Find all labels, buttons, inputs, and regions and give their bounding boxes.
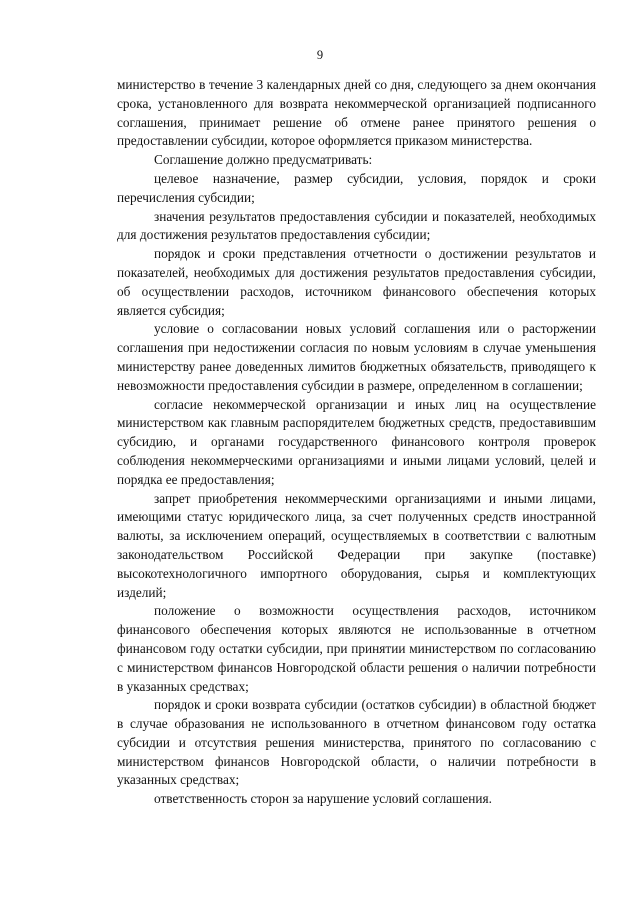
paragraph-item: значения результатов предоставления субсидии и показателей, необходимых для достижения результатов предоставления субсидии; bbox=[117, 208, 596, 243]
page-number: 9 bbox=[316, 48, 324, 62]
paragraph-item: целевое назначение, размер субсидии, условия, порядок и сроки перечисления субсидии; bbox=[117, 170, 596, 205]
paragraph-item: порядок и сроки представления отчетности о достижении результатов и показателей, необходимых для достижения результатов предоставления субсидии, об осуществлении расходов, источником финансового обеспечения которых является субсидия; bbox=[117, 246, 596, 318]
paragraph-item: порядок и сроки возврата субсидии (остатков субсидии) в областной бюджет в случае образования не использованного в отчетном финансовом году остатка субсидии и отсутствия решения министерства, принятого по согласованию с министерством финансов Новгородской области, о наличии потребности в указанных средствах; bbox=[117, 697, 596, 788]
paragraph-item: согласие некоммерческой организации и иных лиц на осуществление министерством как главным распорядителем бюджетных средств, предоставившим субсидию, и органами государственного финансового контроля проверок соблюдения некоммерческими организациями и иными лицами условий, целей и порядка ее предоставления; bbox=[117, 396, 596, 487]
paragraph-item: запрет приобретения некоммерческими организациями и иными лицами, имеющими статус юридического лица, за счет полученных средств иностранной валюты, за исключением операций, осуществляемых в соответствии с валютным законодательством Российской Федерации при закупке (поставке) высокотехнологичного импортного оборудования, сырья и комплектующих изделий; bbox=[117, 490, 596, 600]
document-body bbox=[117, 76, 596, 809]
paragraph-item: ответственность сторон за нарушение условий соглашения. bbox=[154, 791, 492, 807]
paragraph-item: положение о возможности осуществления расходов, источником финансового обеспечения которых являются не использованные в отчетном финансовом году остатки субсидии, при принятии министерством по согласованию с министерством финансов Новгородской области решения о наличии потребности в указанных средствах; bbox=[117, 603, 596, 694]
paragraph-item: условие о согласовании новых условий соглашения или о расторжении соглашения при недостижении согласия по новым условиям в случае уменьшения министерству ранее доведенных лимитов бюджетных обязательств, приводящего к невозможности предоставления субсидии в размере, определенном в соглашении; bbox=[117, 321, 596, 393]
paragraph-agreement-intro: Соглашение должно предусматривать: bbox=[154, 152, 373, 168]
paragraph-continuation: министерство в течение 3 календарных дней со дня, следующего за днем окончания срока, установленного для возврата некоммерческой организацией подписанного соглашения, принимает решение об отмене ранее принятого решения о предоставлении субсидии, которое оформляется приказом министерства. bbox=[117, 77, 596, 149]
